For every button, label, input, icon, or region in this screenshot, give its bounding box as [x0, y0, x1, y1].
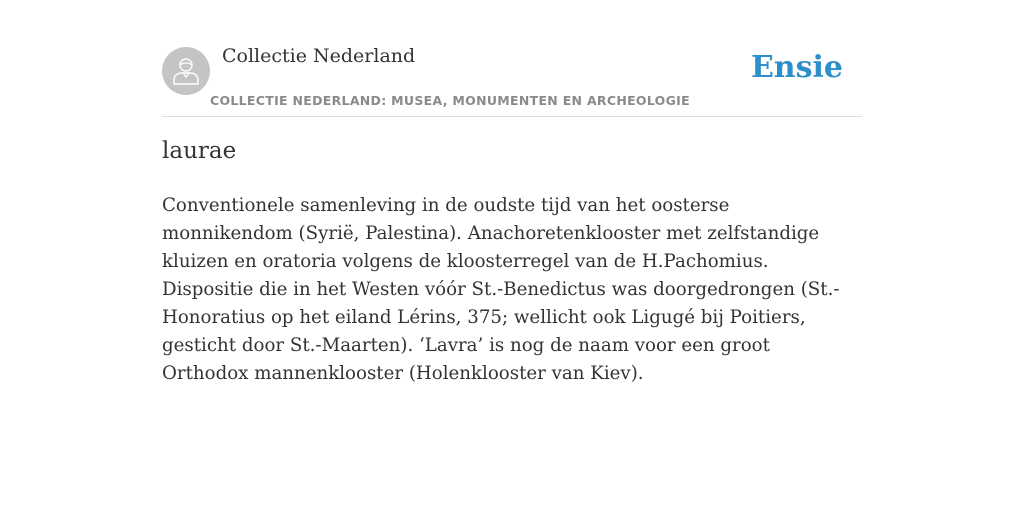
brand-logo[interactable]: Ensie [750, 50, 843, 85]
user-icon [172, 56, 200, 86]
page [162, 0, 862, 384]
entry-body: Conventionele samenleving in de oudste tijd van het oosterse monnikendom (Syrië, Palestina). Anachoretenklooster met zelfstandige kluizen en oratoria volgens de kloosterregel van de H.Pachomius. Dispositie die in het Westen vóór St.-Benedictus was doorgedrongen (St.-Honoratius op het eiland Lérins, 375; wellicht ook Ligugé bij Poitiers, gesticht door St.-Maarten). ‘Lavra’ is nog de naam voor een groot Orthodox mannenklooster (Holenklooster van Kiev). [162, 195, 840, 384]
avatar[interactable] [162, 47, 210, 95]
collection-link[interactable]: COLLECTIE NEDERLAND: MUSEA, MONUMENTEN EN ARCHEOLOGIE [210, 93, 690, 108]
author-link[interactable]: Collectie Nederland [222, 45, 416, 67]
header [162, 0, 862, 117]
entry-title: laurae [162, 138, 237, 164]
